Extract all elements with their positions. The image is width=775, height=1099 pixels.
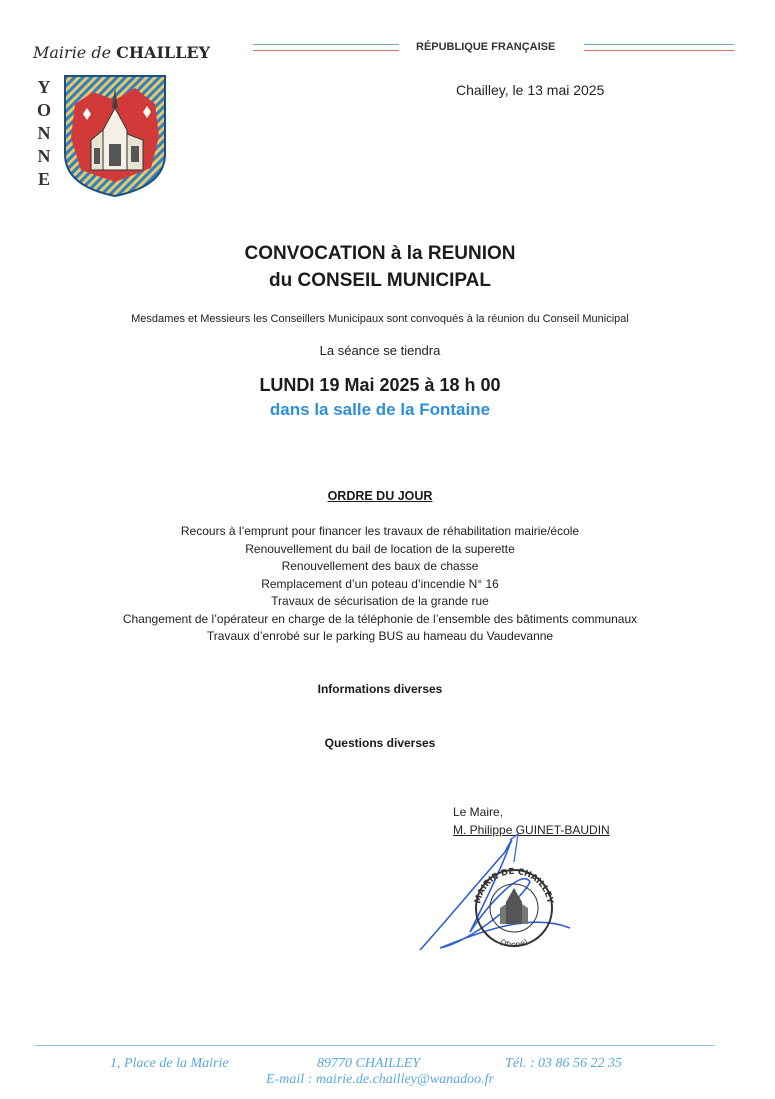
mairie-heading xyxy=(33,43,210,62)
svg-text:MAIRIE DE CHAILLEY: MAIRIE DE CHAILLEY xyxy=(473,866,555,905)
svg-text:(Yonne): (Yonne) xyxy=(498,937,530,950)
meeting-location: dans la salle de la Fontaine xyxy=(269,400,491,419)
informations-heading: Informations diverses xyxy=(317,682,443,696)
footer-phone: Tél. : 03 86 56 22 35 xyxy=(505,1056,623,1071)
title-line-1: CONVOCATION à la REUNION xyxy=(244,243,516,264)
agenda-title: ORDRE DU JOUR xyxy=(327,489,433,503)
title-line-2: du CONSEIL MUNICIPAL xyxy=(268,270,492,291)
intro-text: Mesdames et Messieurs les Conseillers Municipaux sont convoqués à la réunion du Conseil Municipal xyxy=(131,313,629,325)
department-letter: E xyxy=(37,169,50,189)
mairie-prefix: Mairie de xyxy=(33,43,112,62)
agenda-item: Recours à l’emprunt pour financer les travaux de réhabilitation mairie/école xyxy=(180,524,580,538)
agenda-item: Renouvellement du bail de location de la superette xyxy=(245,541,515,556)
department-vertical xyxy=(34,76,54,191)
agenda-list xyxy=(0,523,760,646)
department-letter: N xyxy=(37,123,51,143)
agenda-item: Renouvellement des baux de chasse xyxy=(281,559,479,573)
seance-text: La séance se tiendra xyxy=(319,343,441,358)
department-letter: O xyxy=(36,100,51,120)
department-letter: Y xyxy=(37,77,51,97)
document-title xyxy=(0,240,760,294)
agenda-item: Changement de l’opérateur en charge de la téléphonie de l’ensemble des bâtiments communaux xyxy=(122,611,638,626)
signatory-label: Le Maire, xyxy=(453,805,504,819)
signature-stamp xyxy=(410,832,580,962)
signatory-name: M. Philippe GUINET-BAUDIN xyxy=(453,823,610,837)
mairie-stamp-icon xyxy=(473,867,555,949)
republique-label: RÉPUBLIQUE FRANÇAISE xyxy=(416,41,556,53)
meeting-datetime: LUNDI 19 Mai 2025 à 18 h 00 xyxy=(259,375,501,395)
agenda-item: Travaux d’enrobé sur le parking BUS au hameau du Vaudevanne xyxy=(206,629,554,643)
footer-email: E-mail : mairie.de.chailley@wanadoo.fr xyxy=(266,1072,494,1087)
agenda-item: Remplacement d’un poteau d’incendie N° 16 xyxy=(261,576,499,591)
questions-heading: Questions diverses xyxy=(324,736,436,750)
divider-right xyxy=(584,44,734,51)
coat-of-arms-icon xyxy=(63,74,167,198)
footer-divider xyxy=(35,1045,715,1046)
footer-address: 1, Place de la Mairie xyxy=(110,1056,229,1071)
date-line: Chailley, le 13 mai 2025 xyxy=(456,82,605,98)
footer-city: 89770 CHAILLEY xyxy=(317,1056,421,1071)
mairie-name: CHAILLEY xyxy=(116,43,211,62)
divider-left xyxy=(253,44,399,51)
agenda-item: Travaux de sécurisation de la grande rue xyxy=(271,594,489,608)
department-letter: N xyxy=(37,146,51,166)
